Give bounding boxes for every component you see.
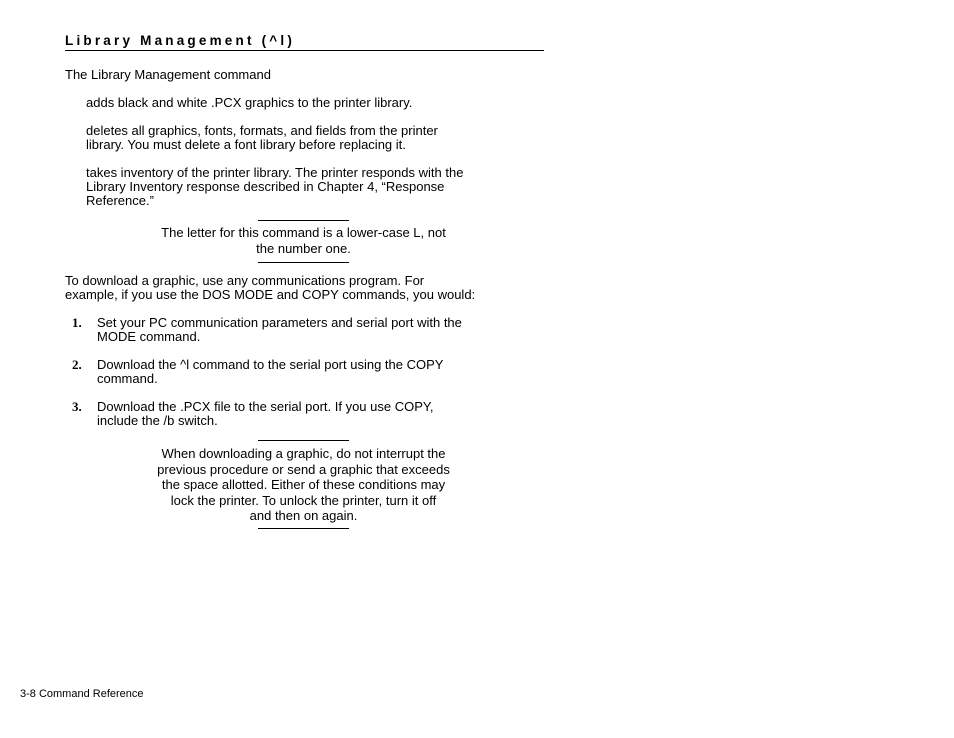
list-item: deletes all graphics, fonts, formats, and fields from the printer library. You must delete a font library before replacing it. [86, 123, 438, 152]
note-text: The letter for this command is a lower-case L, not the number one. [161, 225, 446, 256]
section-heading: Library Management (^l) [65, 33, 544, 51]
intro-paragraph: The Library Management command [65, 67, 271, 82]
step-number: 3. [72, 399, 82, 414]
download-paragraph: To download a graphic, use any communications program. For example, if you use the DOS MODE and COPY commands, you would: [65, 273, 476, 302]
list-item: adds black and white .PCX graphics to the printer library. [86, 95, 413, 110]
caution-text: When downloading a graphic, do not interrupt the previous procedure or send a graphic that exceeds the space allotted. Either of these conditions may lock the printer. To unlock the printer, turn it off and then on again. [157, 446, 450, 523]
caution-rule-top [258, 440, 349, 441]
note-rule-bottom [258, 262, 349, 263]
step-text: Set your PC communication parameters and serial port with the MODE command. [97, 315, 462, 344]
step-number: 1. [72, 315, 82, 330]
step-number: 2. [72, 357, 82, 372]
note-rule-top [258, 220, 349, 221]
step-text: Download the .PCX file to the serial port. If you use COPY, include the /b switch. [97, 399, 434, 428]
caution-rule-bottom [258, 528, 349, 529]
page-footer: 3-8 Command Reference [20, 688, 144, 700]
list-item: takes inventory of the printer library. The printer responds with the Library Inventory response described in Chapter 4, “Response Reference.” [86, 165, 464, 208]
step-text: Download the ^l command to the serial port using the COPY command. [97, 357, 444, 386]
